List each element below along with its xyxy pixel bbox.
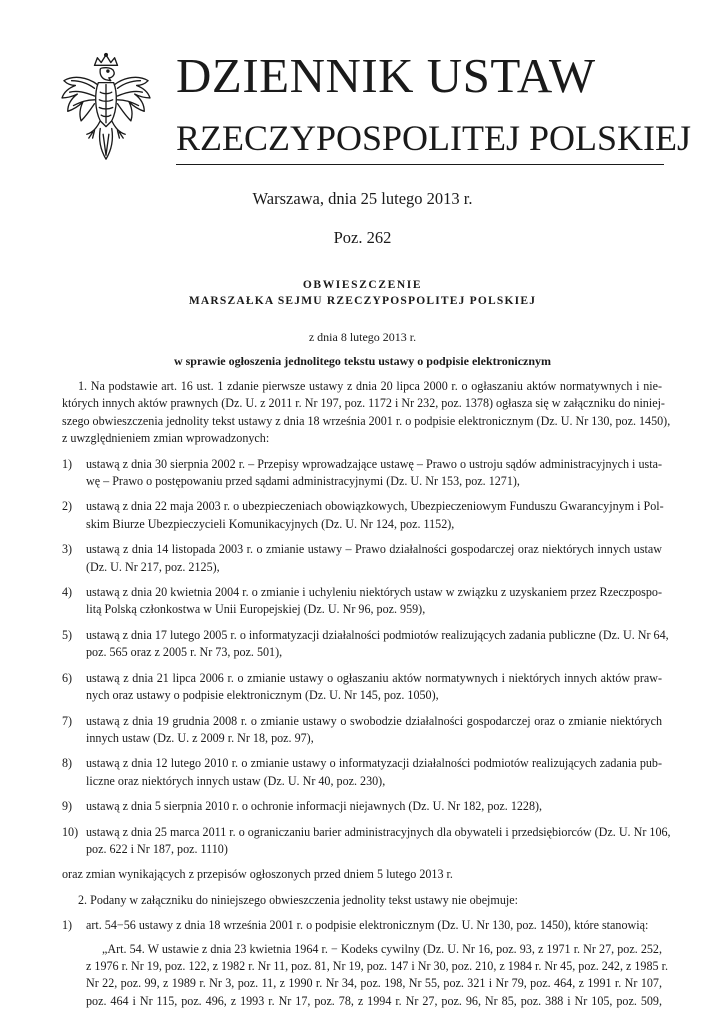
amendment-item [62,541,662,576]
exclusion-number: 1) [62,918,73,933]
masthead-rule [176,164,664,165]
amendment-line: ustawą z dnia 5 sierpnia 2010 r. o ochronie informacji niejawnych (Dz. U. Nr 182, poz. 1228), [86,799,543,814]
amendment-line: (Dz. U. Nr 217, poz. 2125), [86,559,220,574]
quote-line: poz. 464 i Nr 115, poz. 496, z 1993 r. Nr 17, poz. 78, z 1994 r. Nr 27, poz. 96, Nr 85, poz. 388 i Nr 105, poz. 509, [86,993,662,1008]
amendment-line: wę – Prawo o postępowaniu przed sądami administracyjnymi (Dz. U. Nr 153, poz. 1271), [86,474,520,489]
amendment-line: nych oraz ustawy o podpisie elektronicznym (Dz. U. Nr 145, poz. 1050), [86,688,439,703]
amendment-line: ustawą z dnia 22 maja 2003 r. o ubezpieczeniach obowiązkowych, Ubezpieczeniowym Funduszu Gwarancyjnym i Pol- [86,499,664,514]
intro-line: których innych aktów prawnych (Dz. U. z 2011 r. Nr 197, poz. 1172 i Nr 232, poz. 1378) ogłasza się w załączniku do niniej- [62,396,665,411]
gazette-subtitle: RZECZYPOSPOLITEJ POLSKIEJ [176,118,692,158]
quote-line: „Art. 54. W ustawie z dnia 23 kwietnia 1964 r. − Kodeks cywilny (Dz. U. Nr 16, poz. 93, z 1971 r. Nr 27, poz. 252, [102,941,662,956]
white-eagle-emblem-icon [58,52,154,162]
exclusion-text: art. 54−56 ustawy z dnia 18 września 2001 r. o podpisie elektronicznym (Dz. U. Nr 130, poz. 1450), które stanowią: [86,918,649,933]
quote-line: z 1976 r. Nr 19, poz. 122, z 1982 r. Nr 11, poz. 81, Nr 19, poz. 147 i Nr 30, poz. 210, z 1984 r. Nr 45, poz. 242, z 1985 r. [86,958,668,973]
amendment-line: ustawą z dnia 30 sierpnia 2002 r. – Przepisy wprowadzające ustawę – Prawo o ustroju sądów administracyjnych i usta- [86,456,662,471]
amendment-line: ustawą z dnia 14 listopada 2003 r. o zmianie ustawy – Prawo działalności gospodarczej oraz niektórych innych ustaw [86,542,662,557]
amendment-number: 3) [62,542,73,557]
closing-line: oraz zmian wynikających z przepisów ogłoszonych przed dniem 5 lutego 2013 r. [62,867,453,882]
amendment-number: 7) [62,713,73,728]
amendment-item [62,670,662,705]
position-number: Poz. 262 [333,228,392,247]
amendment-number: 8) [62,756,73,771]
amendment-item [62,627,669,662]
amendment-line: innych ustaw (Dz. U. z 2009 r. Nr 18, poz. 97), [86,730,314,745]
amendment-line: ustawą z dnia 19 grudnia 2008 r. o zmianie ustawy o swobodzie działalności gospodarczej oraz o zmianie niektórych [86,713,662,728]
amendment-line: poz. 565 oraz z 2005 r. Nr 73, poz. 501), [86,645,283,660]
quote-line: Nr 22, poz. 99, z 1989 r. Nr 3, poz. 11, z 1990 r. Nr 34, poz. 198, Nr 55, poz. 321 i Nr 79, poz. 464, z 1991 r. Nr 107, [86,976,662,991]
exclusion-item [62,917,662,934]
amendment-item [62,713,662,748]
amendment-number: 1) [62,456,73,471]
amendment-item [62,456,662,491]
amendment-number: 5) [62,627,73,642]
amendment-number: 4) [62,585,73,600]
amendment-line: skim Biurze Ubezpieczycieli Komunikacyjnych (Dz. U. Nr 124, poz. 1152), [86,516,455,531]
amendment-line: litą Polską członkostwa w Unii Europejskiej (Dz. U. Nr 96, poz. 959), [86,602,426,617]
amendment-number: 6) [62,670,73,685]
quoted-article [62,941,668,1011]
amendment-item [62,498,662,533]
amendment-line: poz. 622 i Nr 187, poz. 1110) [86,841,228,856]
intro-line: z uwzględnieniem zmian wprowadzonych: [62,431,270,446]
issue-date: Warszawa, dnia 25 lutego 2013 r. [252,189,473,208]
amendment-line: ustawą z dnia 20 kwietnia 2004 r. o zmianie i uchyleniu niektórych ustaw w związku z uzyskaniem przez Rzeczpospo- [86,585,662,600]
document-body [62,378,671,1010]
amendment-line: ustawą z dnia 12 lutego 2010 r. o zmianie ustawy o informatyzacji działalności podmiotów realizujących zadania pub- [86,756,662,771]
intro-paragraph [62,378,671,448]
amendment-line: liczne oraz niektórych innych ustaw (Dz. U. Nr 40, poz. 230), [86,773,386,788]
notice-issuer: MARSZAŁKA SEJMU RZECZYPOSPOLITEJ POLSKIEJ [188,295,537,307]
gazette-title: DZIENNIK USTAW [176,48,596,103]
notice-date: z dnia 8 lutego 2013 r. [308,330,417,344]
intro-line: 1. Na podstawie art. 16 ust. 1 zdanie pierwsze ustawy z dnia 20 lipca 2000 r. o ogłaszaniu aktów normatywnych i nie- [78,379,662,393]
amendment-line: ustawą z dnia 25 marca 2011 r. o ograniczaniu barier administracyjnych dla obywateli i przedsiębiorców (Dz. U. Nr 106, [86,824,671,839]
intro-line: szego obwieszczenia jednolity tekst ustawy z dnia 18 września 2001 r. o podpisie elektronicznym (Dz. U. Nr 130, poz. 1450), [62,413,671,428]
section-two-paragraph: 2. Podany w załączniku do niniejszego obwieszczenia jednolity tekst ustawy nie obejmuje: [78,892,518,907]
amendment-item [62,798,662,815]
amendment-item [62,824,671,859]
notice-subject: w sprawie ogłoszenia jednolitego tekstu ustawy o podpisie elektronicznym [173,354,552,368]
amendment-number: 2) [62,499,73,514]
notice-title: OBWIESZCZENIE [302,279,423,291]
amendment-item [62,755,662,790]
amendment-line: ustawą z dnia 17 lutego 2005 r. o informatyzacji działalności podmiotów realizujących zadania publiczne (Dz. U. Nr 64, [86,627,669,642]
amendment-item [62,584,662,619]
amendment-number: 9) [62,799,73,814]
amendment-number: 10) [62,824,79,839]
amendment-line: ustawą z dnia 21 lipca 2006 r. o zmianie ustawy o ogłaszaniu aktów normatywnych i niektórych innych aktów praw- [86,670,662,685]
